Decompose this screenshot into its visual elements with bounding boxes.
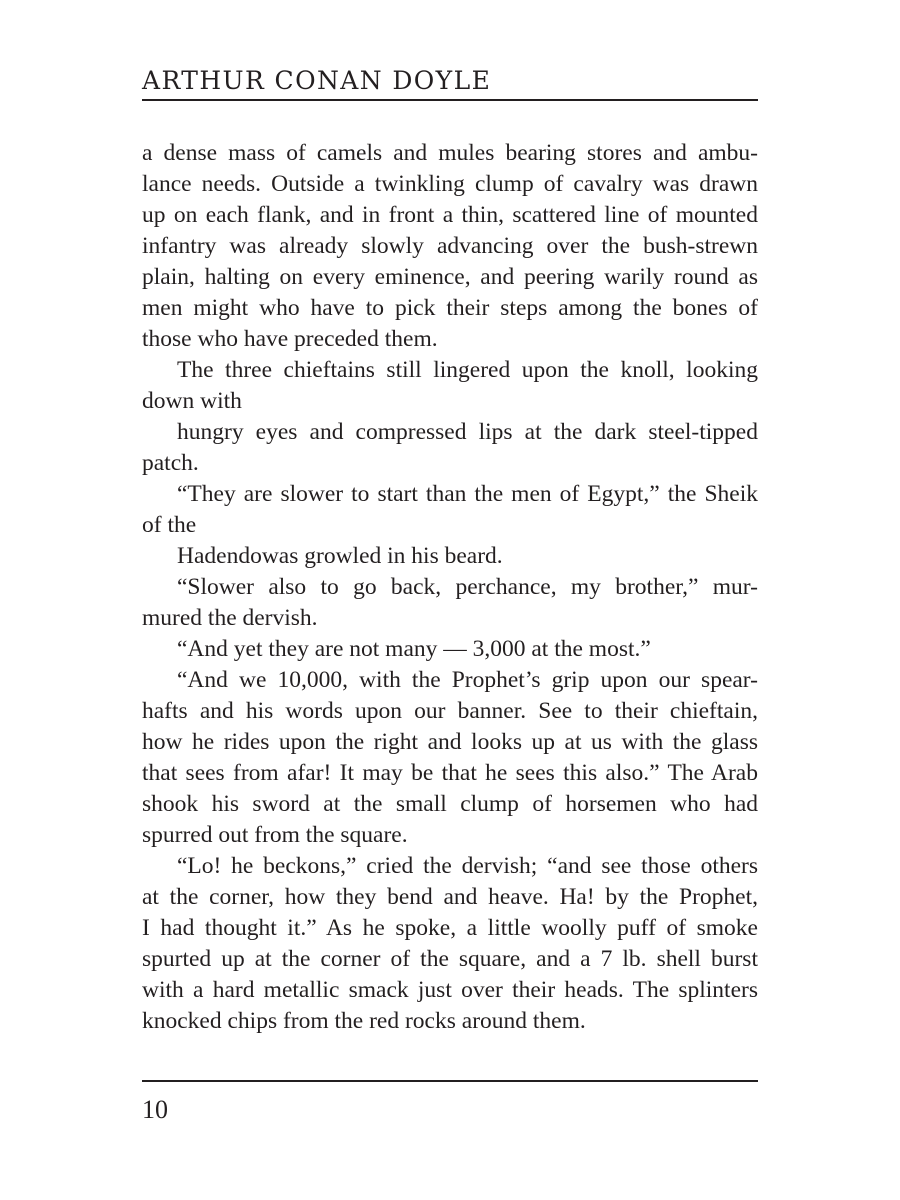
text-line: I had thought it.” As he spoke, a little woolly puff of smoke	[142, 915, 758, 941]
text-line: hungry eyes and compressed lips at the dark steel-tipped	[177, 419, 758, 445]
text-line: spurted up at the corner of the square, and a 7 lb. shell burst	[142, 946, 758, 972]
text-line: knocked chips from the red rocks around them.	[142, 1008, 586, 1034]
text-line: plain, halting on every eminence, and peering warily round as	[142, 264, 758, 290]
text-line: hafts and his words upon our banner. See to their chieftain,	[142, 698, 758, 724]
text-line: shook his sword at the small clump of horsemen who had	[142, 791, 758, 817]
text-line: a dense mass of camels and mules bearing stores and ambu-	[142, 140, 758, 166]
text-line: infantry was already slowly advancing over the bush-strewn	[142, 233, 758, 259]
text-line: that sees from afar! It may be that he sees this also.” The Arab	[142, 760, 758, 786]
footer-rule	[142, 1080, 758, 1082]
text-line: “And yet they are not many — 3,000 at the most.”	[177, 636, 651, 662]
text-line: The three chieftains still lingered upon the knoll, looking	[177, 357, 758, 383]
running-head: ARTHUR CONAN DOYLE	[142, 66, 492, 95]
text-line: those who have preceded them.	[142, 326, 438, 352]
text-line: “And we 10,000, with the Prophet’s grip upon our spear-	[177, 667, 758, 693]
body-text	[142, 138, 758, 1037]
text-line: up on each flank, and in front a thin, scattered line of mounted	[142, 202, 758, 228]
text-line: spurred out from the square.	[142, 822, 408, 848]
text-line: Hadendowas growled in his beard.	[177, 543, 503, 569]
text-line: “Lo! he beckons,” cried the dervish; “and see those others	[177, 853, 758, 879]
text-line: down with	[142, 388, 242, 414]
text-line: with a hard metallic smack just over their heads. The splinters	[142, 977, 758, 1003]
text-line: patch.	[142, 450, 199, 476]
text-line: “They are slower to start than the men of Egypt,” the Sheik	[177, 481, 758, 507]
text-line: of the	[142, 512, 197, 538]
text-line: at the corner, how they bend and heave. Ha! by the Prophet,	[142, 884, 758, 910]
text-line: mured the dervish.	[142, 605, 318, 631]
page-number: 10	[142, 1095, 168, 1124]
text-line: “Slower also to go back, perchance, my brother,” mur-	[177, 574, 758, 600]
text-line: men might who have to pick their steps among the bones of	[142, 295, 758, 321]
text-line: how he rides upon the right and looks up at us with the glass	[142, 729, 758, 755]
text-line: lance needs. Outside a twinkling clump of cavalry was drawn	[142, 171, 758, 197]
header-rule	[142, 99, 758, 101]
